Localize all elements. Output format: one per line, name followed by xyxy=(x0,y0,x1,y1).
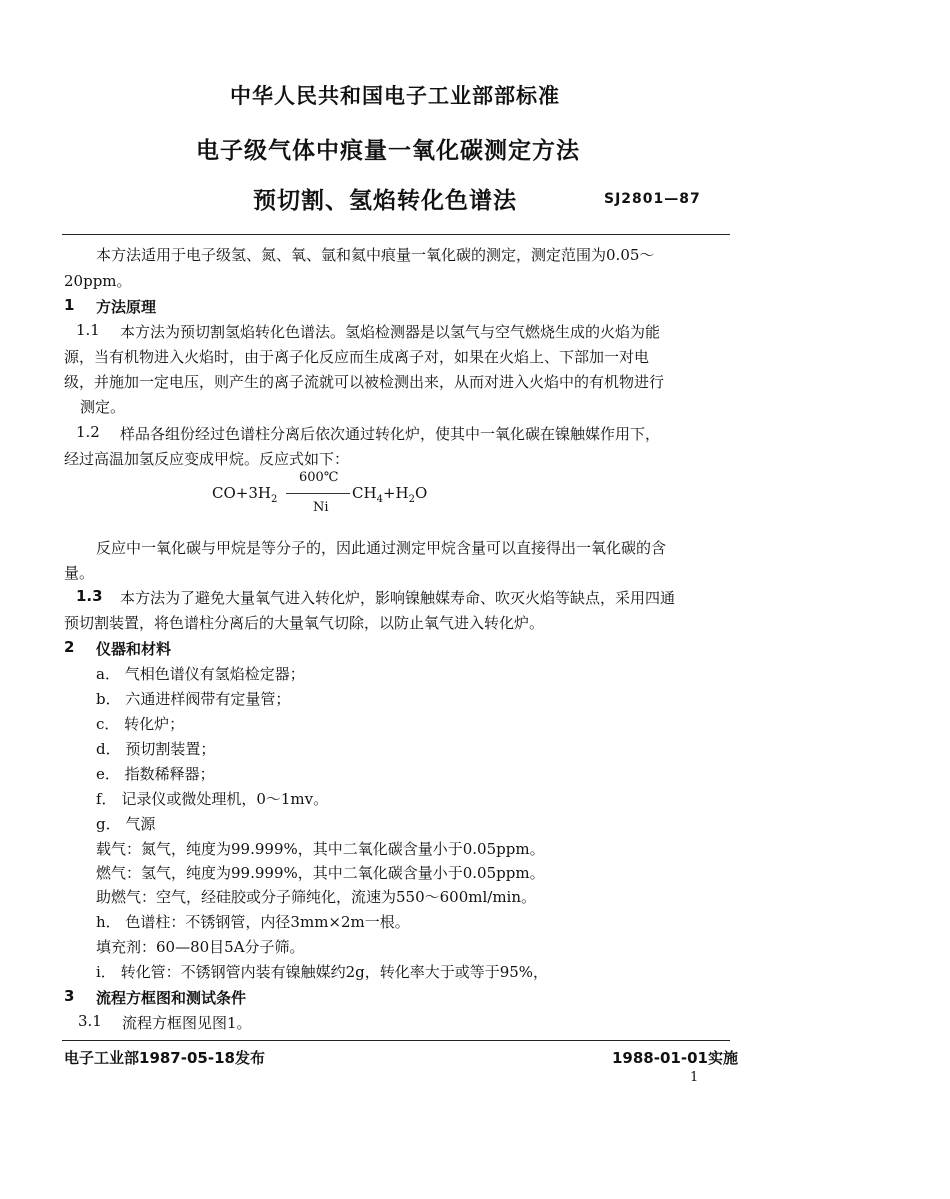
formula-condition-temperature: 600℃ xyxy=(299,470,339,485)
clause-1-1-line-3: 级，并施加一定电压，则产生的离子流就可以被检测出来，从而对进入火焰中的有机物进行 xyxy=(64,373,665,391)
effective-date: 1988-01-01实施 xyxy=(612,1049,738,1067)
formula-h2o-subscript: 2 xyxy=(408,494,415,505)
list-item: d． 预切割装置； xyxy=(96,740,216,758)
list-item-i: i． 转化管：不锈钢管内装有镍触媒约2g，转化率大于或等于95%， xyxy=(96,963,549,981)
intro-line-1: 本方法适用于电子级氢、氮、氧、氩和氦中痕量一氧化碳的测定，测定范围为0.05～ xyxy=(96,246,655,264)
list-item: f． 记录仪或微处理机，0～1mv。 xyxy=(96,790,329,808)
intro-line-2: 20ppm。 xyxy=(64,272,132,290)
clause-1-1-line-1: 本方法为预切割氢焰转化色谱法。氢焰检测器是以氢气与空气燃烧生成的火焰为能 xyxy=(120,323,661,341)
list-item: b． 六通进样阀带有定量管； xyxy=(96,690,291,708)
after-formula-line-2: 量。 xyxy=(64,564,95,582)
issue-date: 电子工业部1987-05-18发布 xyxy=(64,1049,265,1067)
formula-oxygen: O xyxy=(414,484,428,502)
page-number: 1 xyxy=(690,1070,699,1085)
clause-1-3-number: 1.3 xyxy=(76,587,103,605)
clause-1-1-line-2: 源，当有机物进入火焰时，由于离子化反应而生成离子对，如果在火焰上、下部加一对电 xyxy=(64,348,650,366)
document-title: 电子级气体中痕量一氧化碳测定方法 xyxy=(196,138,580,164)
standard-code: SJ2801—87 xyxy=(604,191,701,207)
formula-arrow-line xyxy=(286,493,350,494)
clause-1-1-number: 1.1 xyxy=(76,321,100,339)
reaction-formula xyxy=(212,484,277,505)
clause-1-1-line-4: 测定。 xyxy=(80,398,126,416)
formula-catalyst: Ni xyxy=(313,500,329,515)
list-item-h: h． 色谱柱：不锈钢管，内径3mm×2m一根。 xyxy=(96,913,410,931)
clause-1-3-line-1: 本方法为了避免大量氧气进入转化炉，影响镍触媒寿命、吹灭火焰等缺点，采用四通 xyxy=(120,589,676,607)
gas-line: 载气：氮气，纯度为99.999%，其中二氧化碳含量小于0.05ppm。 xyxy=(96,840,545,858)
clause-1-2-line-1: 样品各组份经过色谱柱分离后依次通过转化炉，使其中一氧化碳在镍触媒作用下， xyxy=(120,425,661,443)
formula-products xyxy=(352,484,427,505)
clause-1-3-line-2: 预切割装置，将色谱柱分离后的大量氧气切除，以防止氧气进入转化炉。 xyxy=(64,614,545,632)
list-item: a． 气相色谱仪有氢焰检定器； xyxy=(96,665,305,683)
bottom-rule xyxy=(62,1040,730,1041)
formula-h2-subscript: 2 xyxy=(270,494,278,505)
section-1-number: 1 xyxy=(64,296,75,314)
top-rule xyxy=(62,234,730,235)
section-2-title: 仪器和材料 xyxy=(96,640,172,658)
list-item: g． 气源 xyxy=(96,815,156,833)
section-1-title: 方法原理 xyxy=(96,298,157,316)
clause-1-2-number: 1.2 xyxy=(76,423,100,441)
formula-plus-h: +H xyxy=(382,484,409,502)
clause-3-1-number: 3.1 xyxy=(78,1012,102,1030)
formula-reactants: CO+3H xyxy=(212,484,271,502)
filler-line: 填充剂：60—80目5A分子筛。 xyxy=(96,938,305,956)
gas-line: 燃气：氢气，纯度为99.999%，其中二氧化碳含量小于0.05ppm。 xyxy=(96,864,545,882)
formula-ch4: CH xyxy=(352,484,377,502)
after-formula-line-1: 反应中一氧化碳与甲烷是等分子的，因此通过测定甲烷含量可以直接得出一氧化碳的含 xyxy=(96,539,667,557)
section-2-number: 2 xyxy=(64,638,75,656)
section-3-title: 流程方框图和测试条件 xyxy=(96,989,247,1007)
list-item: e． 指数稀释器； xyxy=(96,765,215,783)
clause-1-2-line-2: 经过高温加氢反应变成甲烷。反应式如下： xyxy=(64,450,350,468)
clause-3-1-text: 流程方框图见图1。 xyxy=(122,1014,252,1032)
document-subtitle: 预切割、氢焰转化色谱法 xyxy=(253,188,517,214)
standard-org: 中华人民共和国电子工业部部标准 xyxy=(230,84,560,108)
formula-ch4-subscript: 4 xyxy=(376,494,383,505)
section-3-number: 3 xyxy=(64,987,75,1005)
gas-line: 助燃气：空气，经硅胶或分子筛纯化，流速为550～600ml/min。 xyxy=(96,888,537,906)
list-item: c． 转化炉； xyxy=(96,715,185,733)
